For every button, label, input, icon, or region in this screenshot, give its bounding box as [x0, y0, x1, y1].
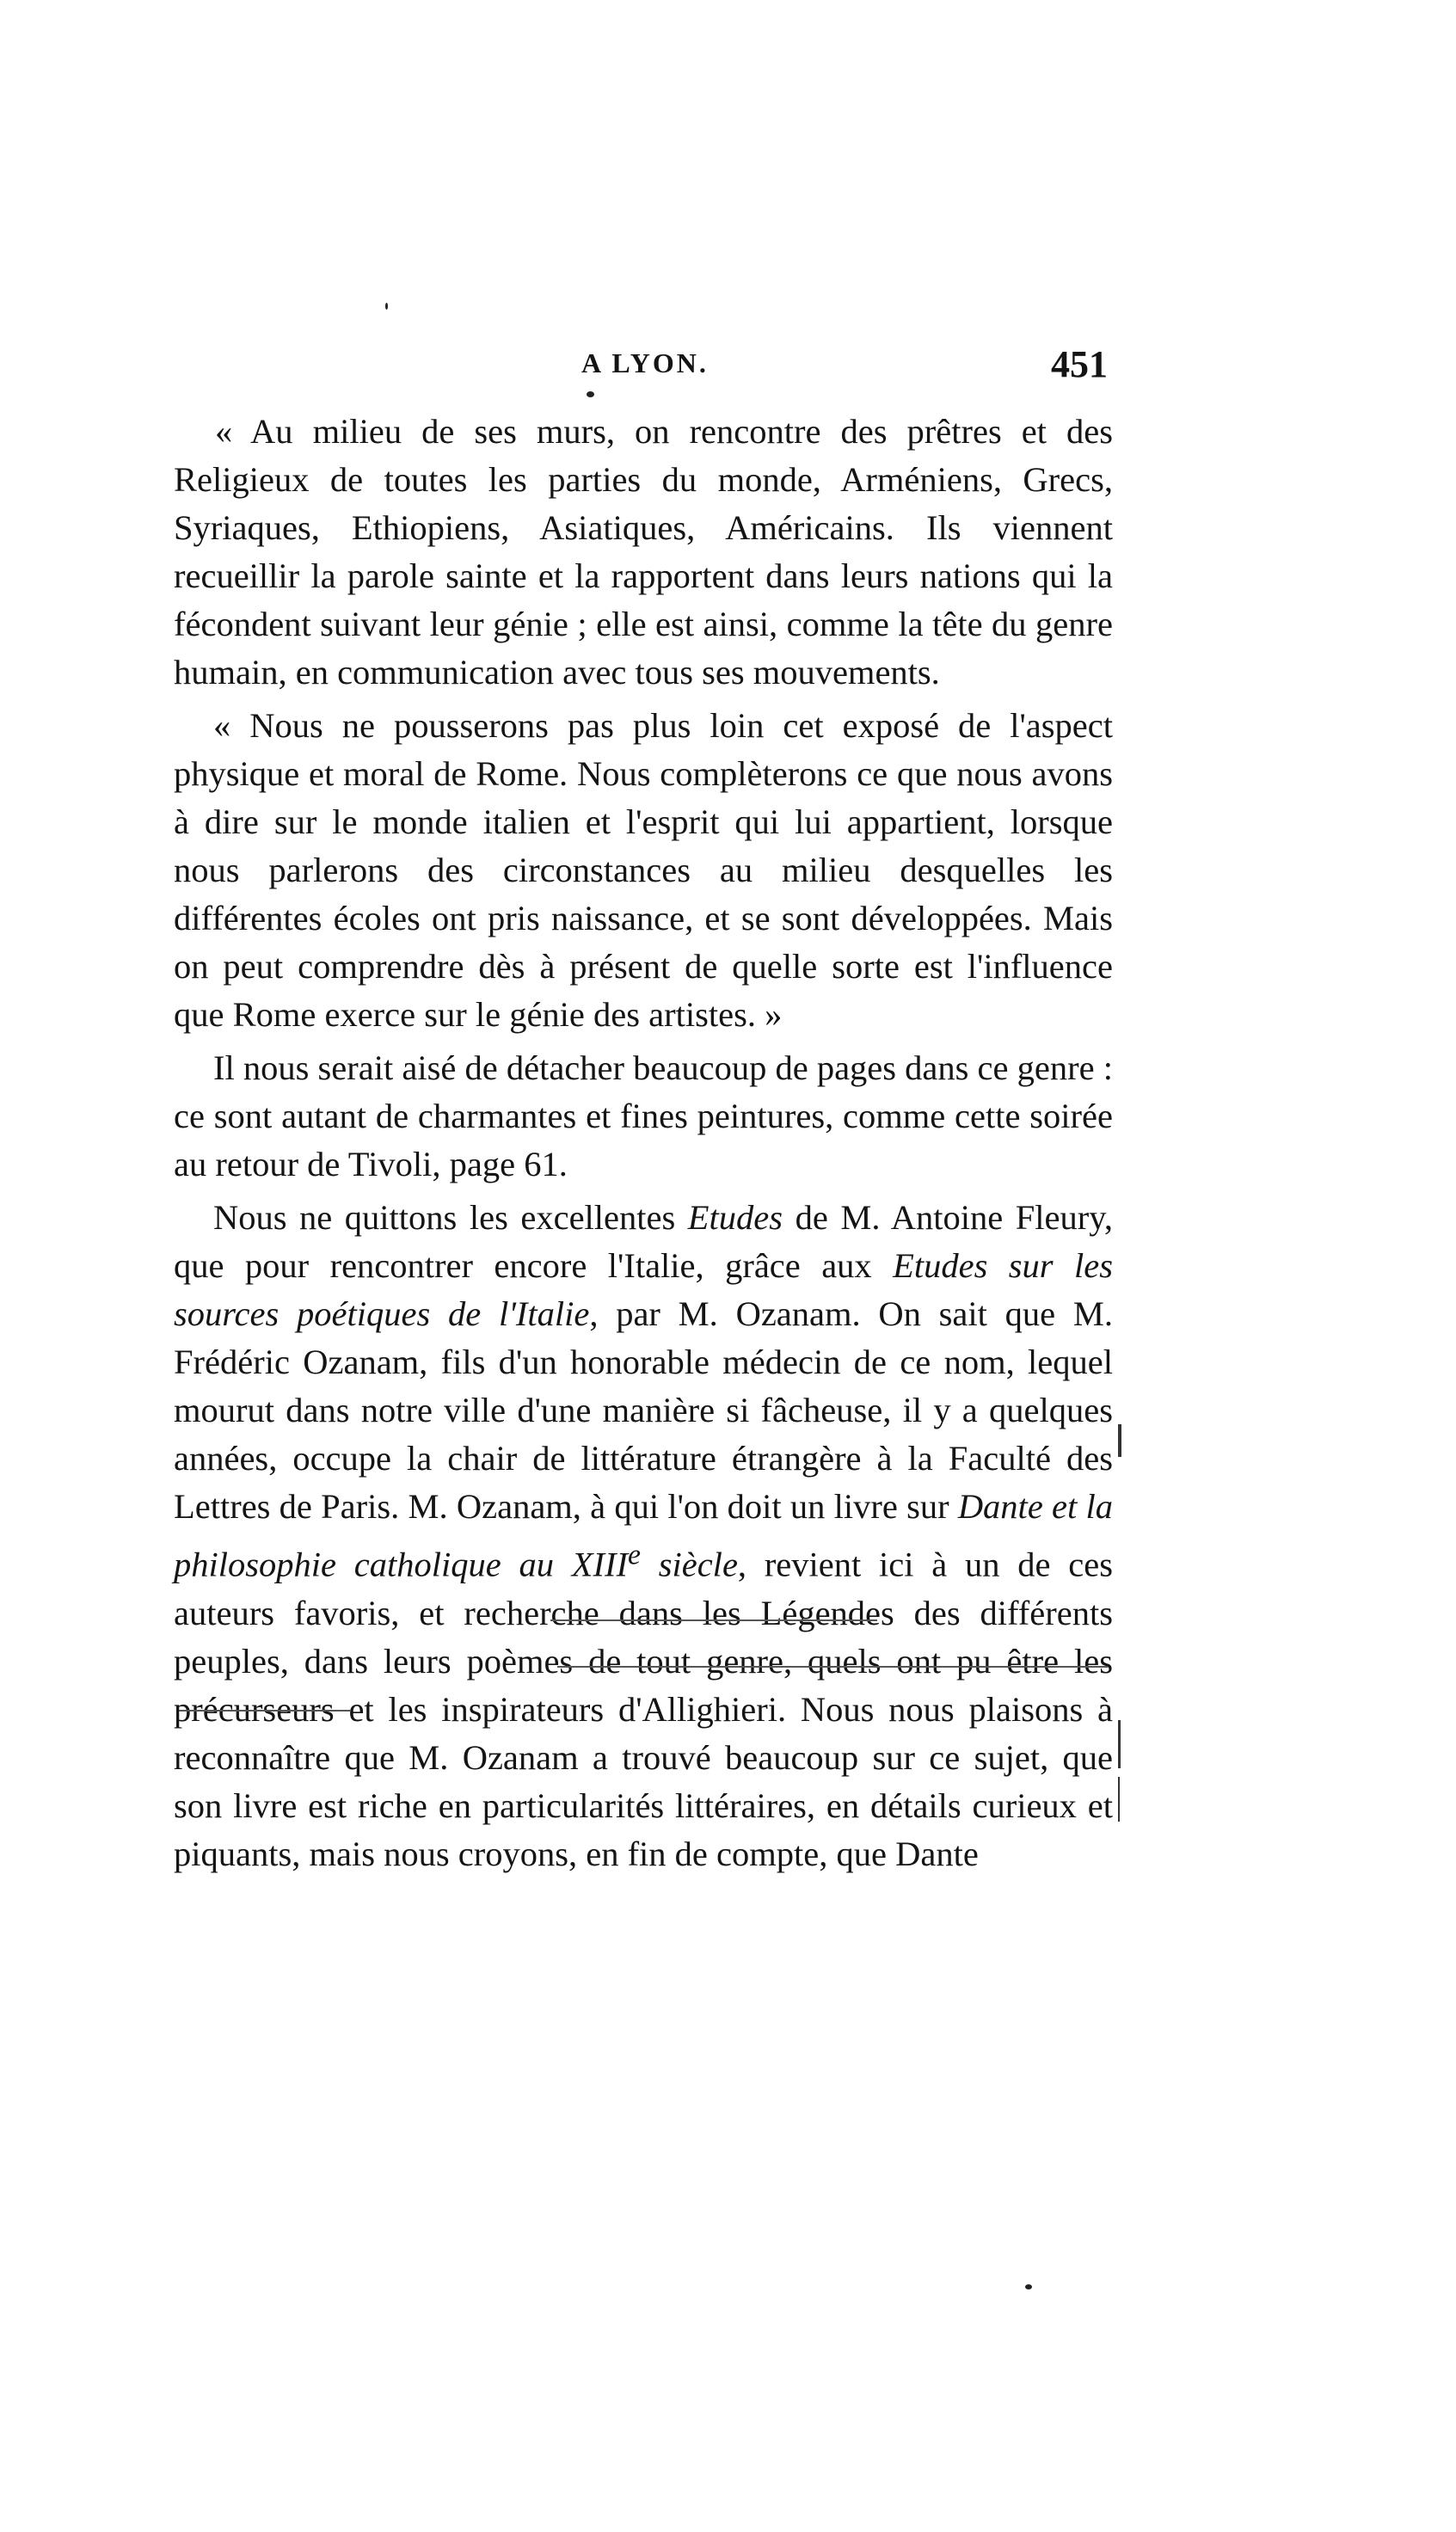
italic-title-siecle: siècle: [640, 1545, 738, 1584]
pencil-margin-mark: [1118, 1424, 1121, 1457]
pencil-underline: [179, 1710, 351, 1712]
pencil-margin-mark: [1118, 1720, 1121, 1768]
pencil-margin-mark: [1118, 1777, 1120, 1822]
text-run: , par M. Ozanam. On sait que M. Frédéric Ozanam, fils d'un honorable médecin de ce nom, lequel mourut dans notre ville d'une manière si fâcheuse, il y a quelques années, occupe la chair de littérature étrangère à la Faculté des Lettres de Paris. M. Ozanam, à qui l'on doit un livre sur: [174, 1294, 1113, 1526]
paragraph-ozanam: [174, 1194, 1113, 1878]
body-text: [174, 408, 1113, 1878]
paragraph-rome-religious: « Au milieu de ses murs, on rencontre des prêtres et des Religieux de toutes les parties du monde, Arméniens, Grecs, Syriaques, Ethiopiens, Asiatiques, Américains. Ils viennent recueillir la parole sainte et la rapportent dans leurs nations qui la fécondent suivant leur génie ; elle est ainsi, comme la tête du genre humain, en communication avec tous ses mouvements.: [174, 412, 1113, 691]
ink-speck: [385, 303, 388, 310]
italic-title-dante: Dante et la philosophie catholique au XIII: [174, 1487, 1113, 1584]
page-number: 451: [1051, 343, 1108, 385]
paragraph-peintures: Il nous serait aisé de détacher beaucoup de pages dans ce genre : ce sont autant de charmantes et fines peintures, comme cette soirée au retour de Tivoli, page 61.: [174, 1048, 1113, 1183]
text-run: , revient ici à un de ces auteurs favoris, et recherche dans les Légendes des différents peuples, dans leurs poèmes de tout genre, quels ont pu être les précurseurs et les inspirateurs d'Allighieri. Nous nous plaisons à reconnaître que M. Ozanam a trouvé beaucoup sur ce sujet, que son livre est riche en particularités littéraires, en détails curieux et piquants, mais nous croyons, en fin de compte, que Dante: [174, 1545, 1113, 1873]
paragraph-rome-aspect: « Nous ne pousserons pas plus loin cet exposé de l'aspect physique et moral de Rome. Nous complèterons ce que nous avons à dire sur le monde italien et l'esprit qui lui appartient, lorsque nous parlerons des circonstances au milieu desquelles les différentes écoles ont pris naissance, et se sont développées. Mais on peut comprendre dès à présent de quelle sorte est l'influence que Rome exerce sur le génie des artistes. »: [174, 706, 1113, 1034]
text-run: Nous ne quittons les excellentes: [213, 1198, 688, 1237]
ink-speck: [1025, 2284, 1032, 2289]
pencil-underline: [557, 1666, 1108, 1668]
superscript-e: e: [627, 1539, 641, 1570]
ink-speck: [587, 391, 594, 397]
italic-title-etudes: Etudes: [687, 1198, 783, 1237]
text-run: de M. Antoine Fleury, que pour rencontrer encore l'Italie, grâce aux: [174, 1198, 1113, 1285]
italic-title-sources-poetiques: Etudes sur les sources poétiques de l'Italie: [174, 1246, 1113, 1333]
pencil-underline: [550, 1619, 877, 1621]
running-title: A LYON.: [581, 347, 709, 378]
